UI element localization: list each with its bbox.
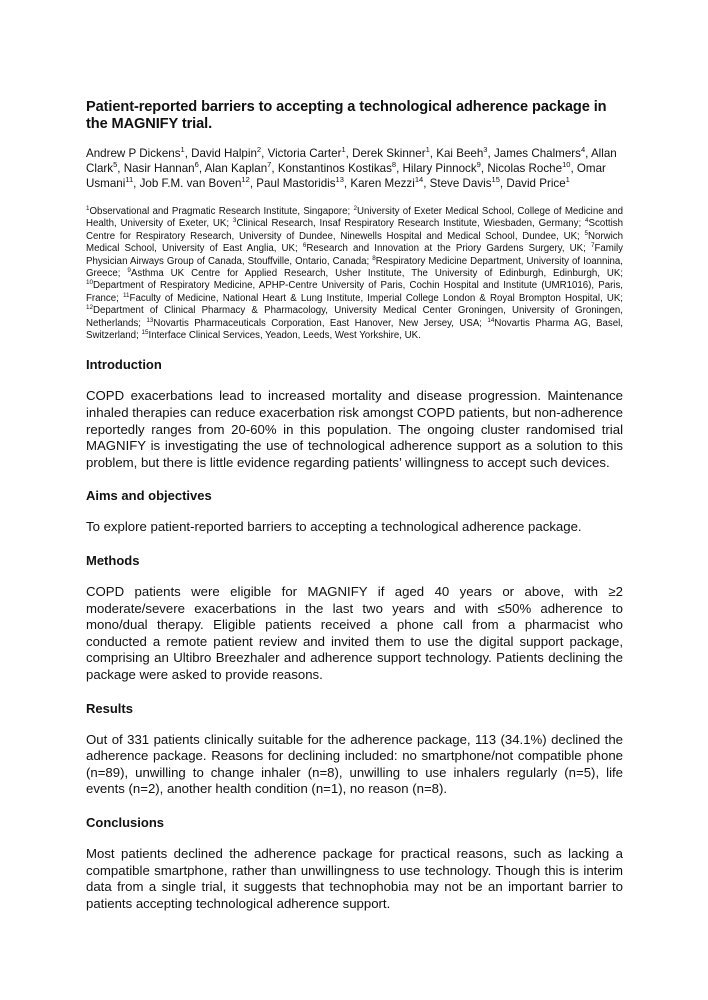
methods-body: COPD patients were eligible for MAGNIFY if aged 40 years or above, with ≥2 moderate/severe exacerbations in the last two years and with ≤50% adherence to mono/dual therapy. Eligible patients received a phone call from a pharmacist who conducted a remote patient review and invited them to use the digital support package, comprising an Ultibro Breezhaler and adherence support technology. Patients declining the package were asked to provide reasons. bbox=[86, 584, 623, 682]
author-name: Hilary Pinnock bbox=[402, 162, 477, 175]
affiliation-number: 15 bbox=[141, 328, 149, 336]
author-name: Karen Mezzi bbox=[350, 177, 415, 190]
affiliation-marker: 14 bbox=[414, 175, 424, 185]
author-name: David Price bbox=[506, 177, 566, 190]
affiliation-marker: 1 bbox=[180, 145, 185, 155]
results-heading: Results bbox=[86, 700, 133, 716]
author-name: Konstantinos Kostikas bbox=[277, 162, 392, 175]
affiliation-number: 6 bbox=[302, 241, 307, 249]
affiliation-number: 2 bbox=[353, 204, 357, 212]
affiliation-marker: 7 bbox=[267, 160, 272, 170]
affiliation-text: Research and Innovation at the Priory Gardens Surgery, UK; bbox=[306, 243, 586, 255]
affiliation-text: Novartis Pharma AG, Basel, Switzerland; bbox=[86, 317, 623, 342]
aims-body: To explore patient-reported barriers to accepting a technological adherence package. bbox=[86, 519, 582, 535]
affiliation-number: 10 bbox=[86, 279, 94, 287]
affiliation-marker: 1 bbox=[425, 145, 430, 155]
introduction-body: COPD exacerbations lead to increased mortality and disease progression. Maintenance inhaled therapies can reduce exacerbation risk amongst COPD patients, but non-adherence reportedly ranges from 20-60% in this population. The ongoing cluster randomised trial MAGNIFY is investigating the use of technological adherence support as a solution to this problem, but there is little evidence regarding patients’ willingness to accept such devices. bbox=[86, 388, 623, 470]
author-name: Steve Davis bbox=[429, 177, 492, 190]
affiliation-marker: 4 bbox=[580, 145, 586, 155]
affiliation-text: Novartis Pharmaceuticals Corporation, East Hanover, New Jersey, USA; bbox=[153, 317, 482, 329]
methods-heading: Methods bbox=[86, 553, 140, 569]
affiliation-text: Interface Clinical Services, Yeadon, Leeds, West Yorkshire, UK. bbox=[148, 330, 421, 342]
affiliation-text: Asthma UK Centre for Applied Research, Usher Institute, The University of Edinburgh, Edinburgh, UK; bbox=[130, 268, 623, 280]
author-name: Nicolas Roche bbox=[487, 162, 563, 175]
affiliation-number: 13 bbox=[146, 316, 154, 324]
affiliation-marker: 1 bbox=[565, 175, 570, 185]
section-aims bbox=[86, 488, 623, 536]
affiliation-number: 7 bbox=[590, 241, 595, 249]
affiliation-marker: 10 bbox=[562, 160, 571, 170]
conclusions-body: Most patients declined the adherence package for practical reasons, such as lacking a compatible smartphone, rather than unwillingness to use technology. Though this is interim data from a single trial, it suggests that technophobia may not be an important barrier to patients accepting technological adherence support. bbox=[86, 845, 623, 911]
affiliation-text: Observational and Pragmatic Research Institute, Singapore; bbox=[89, 206, 351, 217]
affiliation-marker: 9 bbox=[476, 160, 481, 170]
affiliation-text: Department of Clinical Pharmacy & Pharmacology, University Medical Center Groningen, University of Groningen, Netherlands; bbox=[86, 305, 623, 329]
affiliation-text: University of Exeter Medical School, College of Medicine and Health, University of Exeter, UK; bbox=[86, 206, 624, 230]
affiliation-text: Respiratory Medicine Department, University of Ioannina, Greece; bbox=[86, 255, 623, 280]
author-name: Job F.M. van Boven bbox=[139, 177, 242, 190]
affiliation-number: 9 bbox=[127, 266, 131, 274]
introduction-heading: Introduction bbox=[86, 357, 162, 373]
affiliation-number: 1 bbox=[86, 204, 90, 212]
abstract-page bbox=[86, 99, 623, 912]
author-name: Kai Beeh bbox=[436, 147, 484, 160]
section-results bbox=[86, 701, 623, 798]
affiliation-marker: 1 bbox=[341, 145, 346, 155]
affiliation-marker: 13 bbox=[335, 175, 344, 185]
affiliation-list bbox=[86, 206, 623, 342]
results-body: Out of 331 patients clinically suitable for the adherence package, 113 (34.1%) declined the adherence package. Reasons for declining included: no smartphone/not compatible phone (n=89), unwilling to change inhaler (n=8), unwilling to use inhalers regularly (n=5), life events (n=2), another health condition (n=1), no reason (n=8). bbox=[86, 731, 623, 797]
author-name: David Halpin bbox=[191, 147, 257, 160]
paper-title: Patient-reported barriers to accepting a technological adherence package in the MAGNIFY trial. bbox=[86, 99, 607, 132]
affiliation-text: Department of Respiratory Medicine, APHP-Centre University of Paris, Cochin Hospital and Institute (UMR1016), Paris, France; bbox=[86, 280, 623, 304]
author-name: Paul Mastoridis bbox=[256, 177, 336, 190]
aims-heading: Aims and objectives bbox=[86, 488, 212, 504]
affiliation-marker: 12 bbox=[241, 175, 250, 185]
author-name: Andrew P Dickens bbox=[86, 147, 181, 160]
author-name: James Chalmers bbox=[493, 147, 581, 160]
affiliation-marker: 8 bbox=[391, 160, 397, 170]
affiliation-text: Norwich Medical School, University of East Anglia, UK; bbox=[86, 230, 623, 255]
author-name: Alan Kaplan bbox=[204, 162, 268, 175]
section-introduction bbox=[86, 357, 623, 471]
affiliation-marker: 3 bbox=[483, 145, 488, 155]
affiliation-marker: 15 bbox=[491, 175, 500, 185]
affiliation-number: 11 bbox=[123, 291, 130, 299]
affiliation-marker: 5 bbox=[113, 160, 118, 170]
affiliation-text: Scottish Centre for Respiratory Research, University of Dundee, Ninewells Hospital and Medical School, Dundee, UK; bbox=[86, 218, 623, 242]
affiliation-marker: 11 bbox=[125, 175, 134, 185]
conclusions-heading: Conclusions bbox=[86, 814, 165, 830]
author-name: Allan Clark bbox=[86, 147, 617, 175]
section-conclusions bbox=[86, 815, 623, 912]
author-name: Derek Skinner bbox=[352, 147, 426, 160]
affiliation-text: Faculty of Medicine, National Heart & Lung Institute, Imperial College London & Royal Brompton Hospital, UK; bbox=[129, 292, 623, 304]
affiliation-number: 8 bbox=[372, 254, 376, 262]
section-methods bbox=[86, 553, 623, 684]
author-list: Andrew P Dickens$^1$, David Halpin$^2$, Victoria Carter$^1$, Derek Skinner$^1$, Kai Beeh$^3$, James Chalmers$^4$, Allan Clark$^5$, Nasir Hannan$^6$, Alan Kaplan$^7$, Konstantinos Kostikas$^8$, Hilary Pinnock$^9$, Nicolas Roche$^{10}$, Omar Usmani$^{11}$, Job F.M. van Boven$^{12}$, Paul Mastoridis$^{13}$, Karen Mezzi$^{14}$, Steve Davis$^{15}$, David Price$^1$ bbox=[86, 145, 617, 190]
affiliation-marker: 2 bbox=[256, 145, 262, 155]
affiliation-text: Family Physician Airways Group of Canada, Stouffville, Ontario, Canada; bbox=[86, 243, 623, 267]
affiliation-marker: 6 bbox=[194, 160, 199, 170]
author-name: Omar Usmani bbox=[86, 162, 606, 190]
affiliation-number: 5 bbox=[584, 229, 588, 237]
affiliation-number: 12 bbox=[86, 304, 94, 312]
affiliation-number: 4 bbox=[585, 217, 589, 225]
author-name: Victoria Carter bbox=[267, 147, 342, 160]
affiliation-number: 14 bbox=[487, 316, 495, 324]
author-name: Nasir Hannan bbox=[123, 162, 195, 175]
affiliation-number: 3 bbox=[232, 217, 237, 225]
affiliation-text: Clinical Research, Insaf Respiratory Research Institute, Wiesbaden, Germany; bbox=[236, 218, 582, 230]
